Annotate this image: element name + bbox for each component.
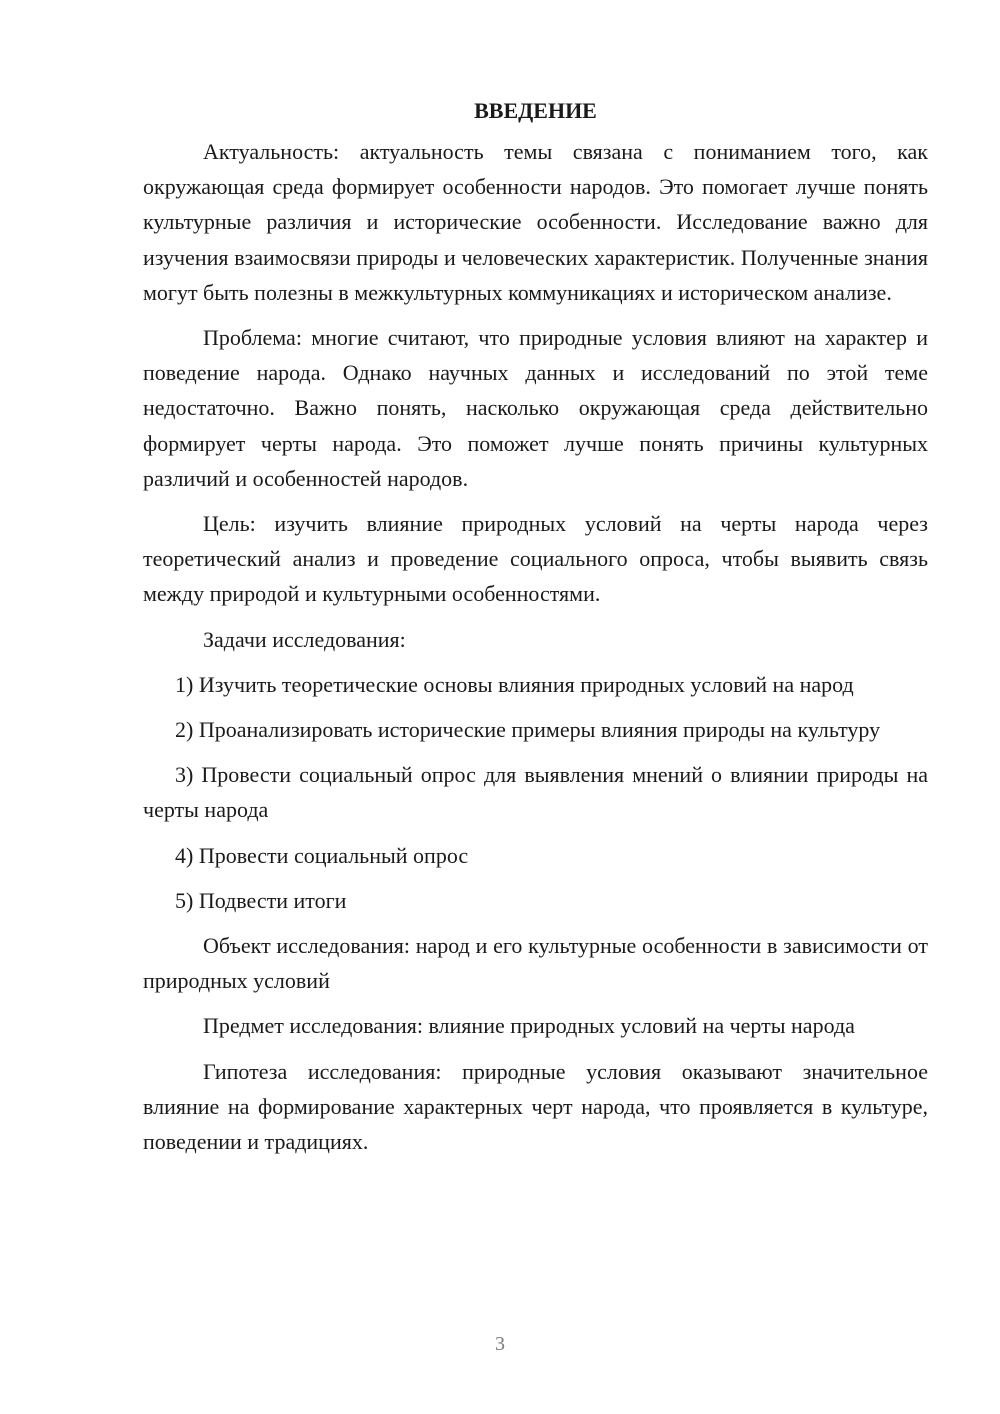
paragraph-problem: Проблема: многие считают, что природные условия влияют на характер и поведение народа. Однако научных данных и исследований по этой теме недостаточно. Важно понять, насколько окружающая среда действительно формирует черты народа. Это поможет лучше понять причины культурных различий и особенностей народов. (143, 325, 928, 491)
document-page (143, 93, 928, 1159)
paragraph-goal: Цель: изучить влияние природных условий на черты народа через теоретический анализ и проведение социального опроса, чтобы выявить связь между природой и культурными особенностями. (143, 511, 928, 607)
paragraph-hypothesis: Гипотеза исследования: природные условия оказывают значительное влияние на формирование характерных черт народа, что проявляется в культуре, поведении и традициях. (143, 1058, 928, 1155)
task-item-5: 5) Подвести итоги (175, 887, 347, 913)
spacer (143, 702, 928, 712)
paragraph-object: Объект исследования: народ и его культурные особенности в зависимости от природных условий (143, 933, 928, 994)
task-item-2: 2) Проанализировать исторические примеры влияния природы на культуру (175, 717, 881, 743)
spacer (143, 496, 928, 506)
task-item-4: 4) Провести социальный опрос (175, 842, 469, 868)
task-item-3: 3) Провести социальный опрос для выявления мнений о влиянии природы на черты народа (143, 762, 928, 823)
spacer (143, 918, 928, 928)
paragraph-relevance: Актуальность: актуальность темы связана с пониманием того, как окружающая среда формирует особенности народов. Это помогает лучше понять культурные различия и исторические особенности. Исследование важно для изучения взаимосвязи природы и человеческих характеристик. Полученные знания могут быть полезны в межкультурных коммуникациях и историческом анализе. (143, 139, 928, 305)
spacer (143, 657, 928, 667)
spacer (143, 747, 928, 757)
task-item-1: 1) Изучить теоретические основы влияния природных условий на народ (175, 671, 854, 697)
spacer (143, 1044, 928, 1054)
spacer (143, 310, 928, 320)
page-title: ВВЕДЕНИЕ (474, 98, 597, 123)
spacer (143, 828, 928, 838)
paragraph-subject: Предмет исследования: влияние природных условий на черты народа (203, 1013, 855, 1039)
spacer (143, 612, 928, 622)
tasks-heading: Задачи исследования: (203, 626, 406, 652)
spacer (143, 873, 928, 883)
spacer (143, 998, 928, 1008)
page-number: 3 (495, 1333, 505, 1355)
